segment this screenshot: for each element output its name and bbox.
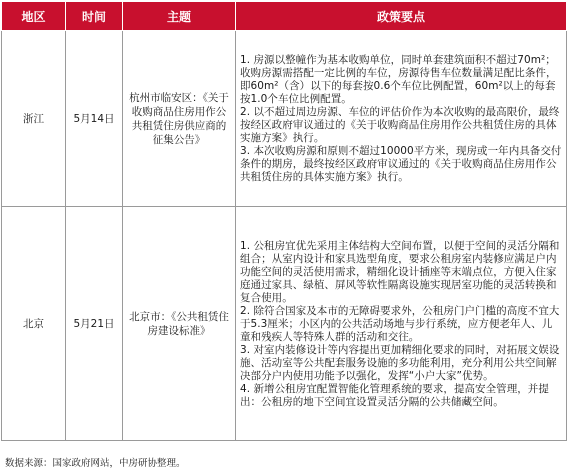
date-cell: 5月14日 — [66, 31, 123, 207]
policy-points-cell — [236, 31, 567, 207]
policy-point: 3. 对室内装修设计等内容提出更加精细化要求的同时，对拓展文娱设施、活动室等公共配套服务设施的多功能利用，充分利用公共空间解决部分户内使用功能予以强化，发挥“小户大家”优势。 — [240, 343, 560, 382]
topic-cell: 北京市：《公共租赁住房建设标准》 — [123, 207, 236, 441]
table-row — [2, 31, 567, 207]
header-date: 时间 — [66, 2, 123, 31]
table-header-row — [2, 2, 567, 31]
date-cell: 5月21日 — [66, 207, 123, 441]
policy-points-cell — [236, 207, 567, 441]
policy-point: 3. 本次收购房源和原则不超过10000平方米，现房或一年内具备交付条件的期房，最终按经区政府审议通过的《关于收购商品住房用作公共租赁住房的具体实施方案》执行。 — [240, 145, 562, 183]
header-points: 政策要点 — [236, 2, 567, 31]
policy-point: 2. 以不超过周边房源、车位的评估价作为本次收购的最高限价，最终按经区政府审议通过的《关于收购商品住房用作公共租赁住房的具体实施方案》执行。 — [240, 106, 560, 144]
policy-point: 1. 房源以整幢作为基本收购单位，同时单套建筑面积不超过70m²；收购房源需搭配一定比例的车位，房源待售车位数量满足配比条件，即60m²（含）以下的每套按0.6个车位比例配置，60m²以上的每套按1.0个车位比例配置。 — [240, 54, 557, 105]
source-note: 数据来源：国家政府网站，中房研协整理。 — [5, 458, 186, 469]
header-region: 地区 — [2, 2, 66, 31]
policy-table — [1, 1, 567, 441]
policy-point: 4. 新增公租房宜配置智能化管理系统的要求，提高安全管理，并提出：公租房的地下空间宜设置灵活分隔的公共储藏空间。 — [240, 382, 549, 408]
topic-cell: 杭州市临安区：《关于收购商品住房用作公共租赁住房供应商的征集公告》 — [123, 31, 236, 207]
table-row — [2, 207, 567, 441]
region-cell: 浙江 — [2, 31, 66, 207]
policy-point: 1. 公租房宜优先采用主体结构大空间布置，以便于空间的灵活分隔和组合；从室内设计和家具选型角度，要求公租房室内装修应满足户内功能空间的灵活使用需求，精细化设计插座等末端点位，方便入住家庭通过家具、绿植、屏风等软性隔离设施实现居室功能的灵活转换和复合使用。 — [240, 239, 560, 304]
policy-point: 2. 除符合国家及本市的无障碍要求外，公租房门户门槛的高度不宜大于5.3厘米；小区内的公共活动场地与步行系统，应方便老年人、儿童和残疾人等特殊人群的活动和交往。 — [240, 304, 560, 343]
header-topic: 主题 — [123, 2, 236, 31]
region-cell: 北京 — [2, 207, 66, 441]
